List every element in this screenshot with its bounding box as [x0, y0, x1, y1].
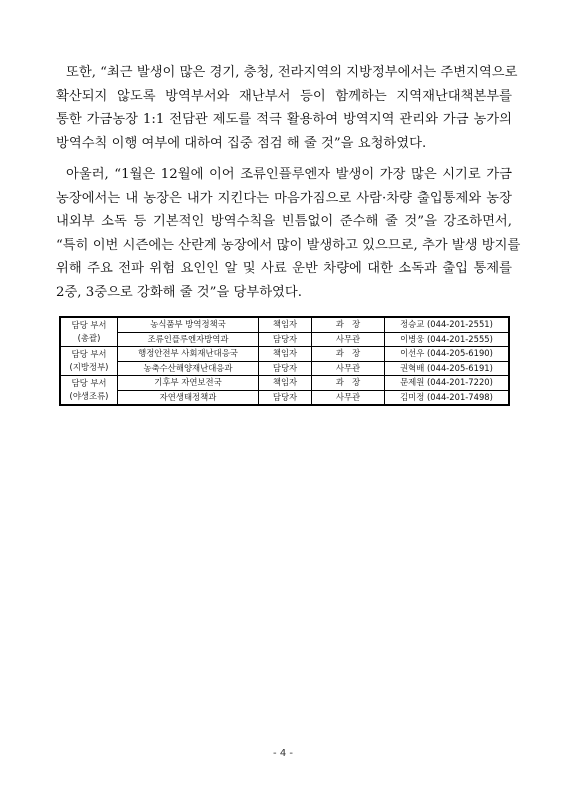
contact-table	[59, 316, 510, 406]
table-row	[60, 361, 509, 376]
paragraph-emphasis	[56, 163, 521, 304]
role-cell: 책임자	[259, 376, 312, 391]
role-cell: 담당자	[259, 332, 312, 347]
position-cell: 사무관	[312, 361, 385, 376]
paragraph-line: 아울러, “1월은 12월에 이어 조류인플루엔자 발생이 가장 많은 시기로 가금	[66, 167, 512, 182]
dept-cell	[60, 317, 118, 347]
position-cell: 과 장	[312, 347, 385, 362]
dept-cell	[60, 347, 118, 376]
dept-sub: (총괄)	[77, 333, 101, 343]
unit-cell: 기후부 자연보전국	[118, 376, 259, 391]
unit-cell: 조류인플루엔자방역과	[118, 332, 259, 347]
unit-cell: 농식품부 방역정책국	[118, 317, 259, 332]
table-row	[60, 376, 509, 391]
paragraph-line: 내외부 소독 등 기본적인 방역수칙을 빈틈없이 준수해 줄 것”을 강조하면서,	[56, 214, 512, 229]
paragraph-line: 농장에서는 내 농장은 내가 지킨다는 마음가짐으로 사람·차량 출입통제와 농장	[56, 190, 512, 206]
table-row	[60, 317, 509, 332]
paragraph-line: 2중, 3중으로 강화해 줄 것”을 당부하였다.	[56, 284, 302, 300]
position-cell: 과 장	[312, 317, 385, 332]
position-cell: 사무관	[312, 332, 385, 347]
dept-label: 담당 부서	[71, 349, 107, 359]
person-cell: 김미정 (044-201-7498)	[385, 390, 510, 405]
paragraph-line: 방역수칙 이행 여부에 대하여 집중 점검 해 줄 것”을 요청하였다.	[56, 135, 427, 151]
paragraph-line: 확산되지 않도록 방역부서와 재난부서 등이 함께하는 지역재난대책본부를	[56, 88, 512, 104]
position-cell: 사무관	[312, 390, 385, 405]
person-cell: 권혁배 (044-205-6191)	[385, 361, 510, 376]
table-row	[60, 390, 509, 405]
paragraph-request	[56, 61, 518, 155]
person-cell: 문제원 (044-201-7220)	[385, 376, 510, 391]
table-row	[60, 347, 509, 362]
page-number: - 4 -	[273, 748, 293, 759]
person-cell: 이선우 (044-205-6190)	[385, 347, 510, 362]
dept-sub: (지방정부)	[69, 362, 109, 372]
position-cell: 과 장	[312, 376, 385, 391]
paragraph-line: 위해 주요 전파 위험 요인인 알 및 사료 운반 차량에 대한 소독과 출입 통제를	[56, 261, 512, 276]
dept-label: 담당 부서	[71, 378, 107, 388]
role-cell: 책임자	[259, 317, 312, 332]
role-cell: 책임자	[259, 347, 312, 362]
role-cell: 담당자	[259, 390, 312, 405]
table-row	[60, 332, 509, 347]
paragraph-line: 또한, “최근 발생이 많은 경기, 충청, 전라지역의 지방정부에서는 주변지역으로	[66, 65, 518, 80]
person-cell: 이병웅 (044-201-2555)	[385, 332, 510, 347]
dept-cell	[60, 376, 118, 406]
dept-label: 담당 부서	[71, 320, 107, 330]
unit-cell: 자연생태정책과	[118, 390, 259, 405]
unit-cell: 행정안전부 사회재난대응국	[118, 347, 259, 362]
person-cell: 정승교 (044-201-2551)	[385, 317, 510, 332]
paragraph-line: 통한 가금농장 1:1 전담관 제도를 적극 활용하여 방역지역 관리와 가금 농가의	[56, 112, 512, 127]
role-cell: 담당자	[259, 361, 312, 376]
dept-sub: (야생조류)	[69, 391, 109, 401]
unit-cell: 농축수산해양재난대응과	[118, 361, 259, 376]
paragraph-line: “특히 이번 시즌에는 산란계 농장에서 많이 발생하고 있으므로, 추가 발생 방지를	[56, 237, 521, 253]
